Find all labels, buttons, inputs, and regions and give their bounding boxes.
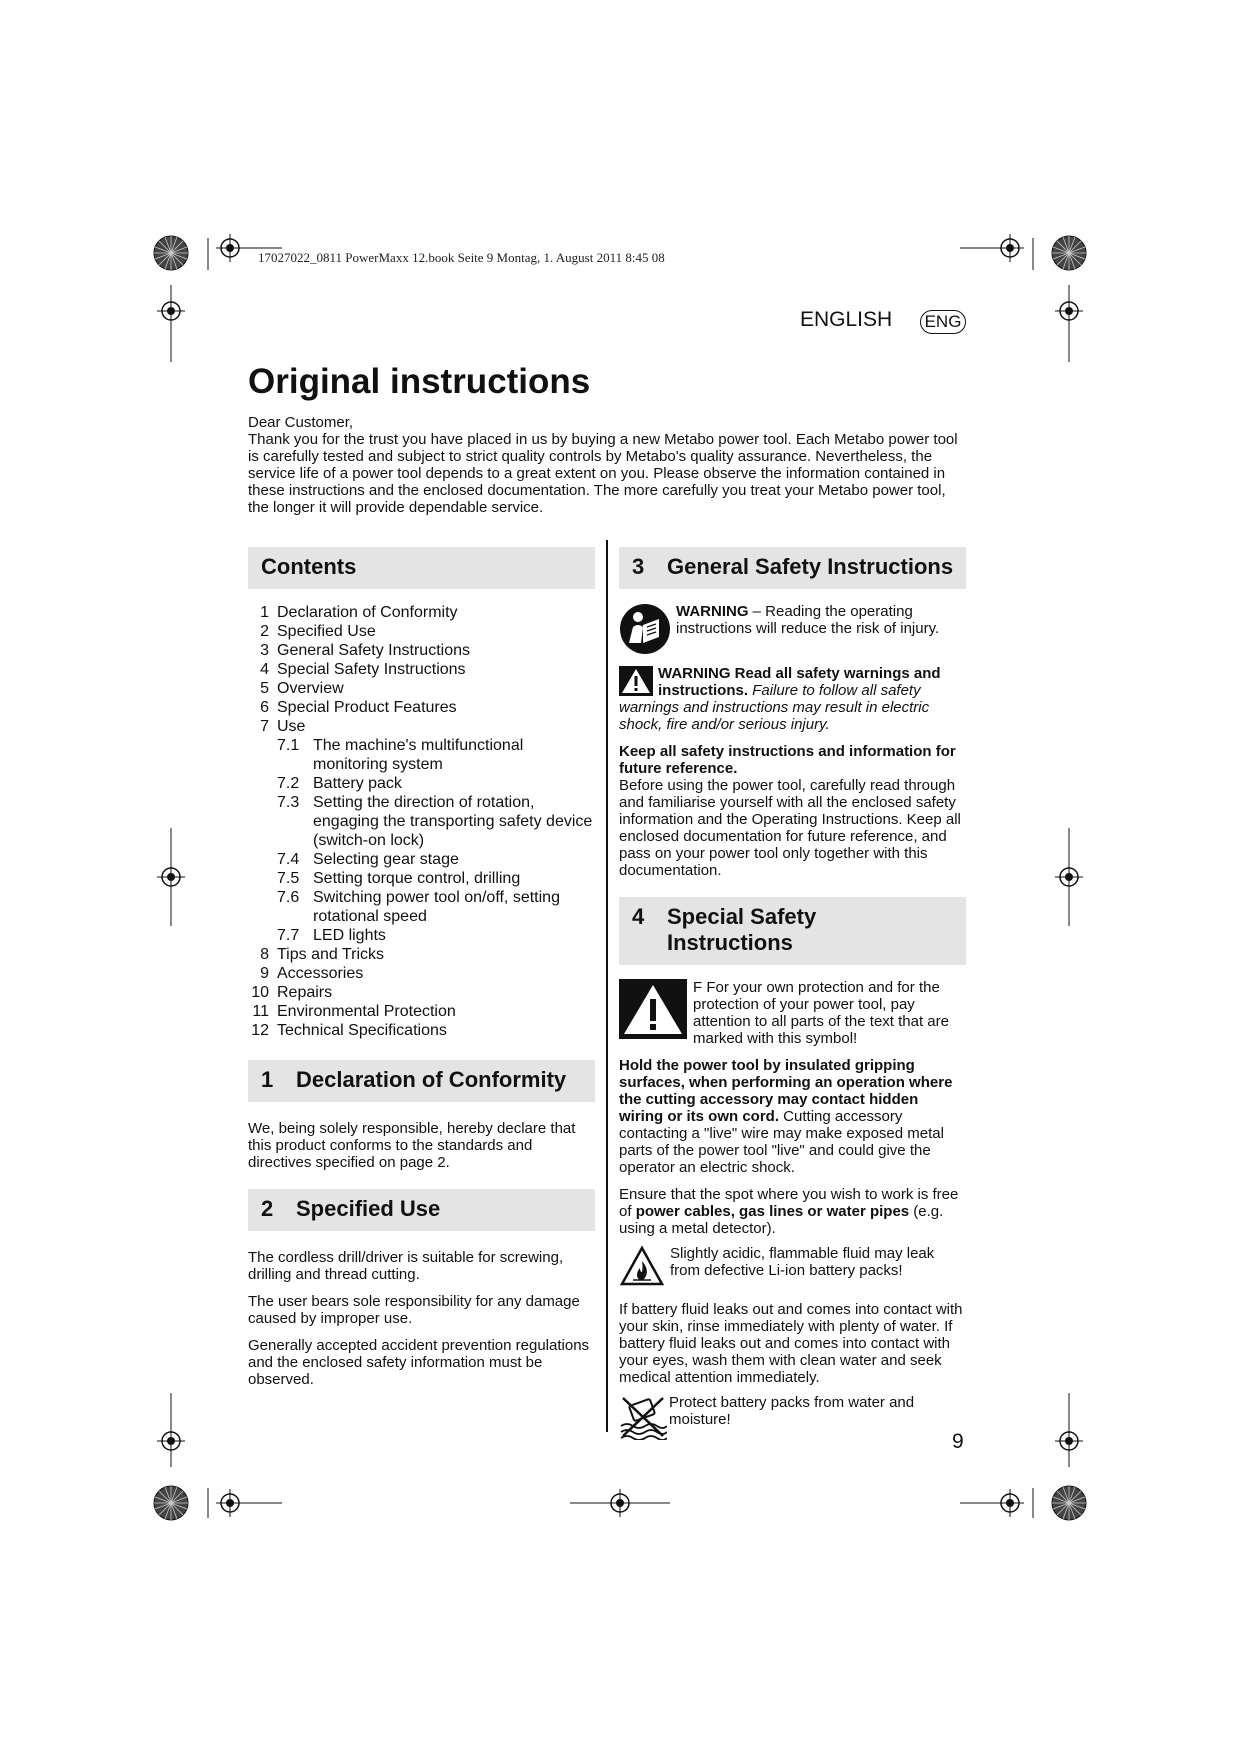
toc-item-number: 8 xyxy=(260,946,269,963)
language-label: ENGLISH xyxy=(800,308,893,331)
bottom-right-marks xyxy=(960,1393,1086,1520)
bottom-left-marks xyxy=(154,1393,282,1520)
column-divider xyxy=(606,540,608,1432)
sec1-text: We, being solely responsible, hereby declare that this product conforms to the standards and directives specified on page 2. xyxy=(248,1120,576,1171)
sec2-paragraph-1: The cordless drill/driver is suitable for screwing, drilling and thread cutting. xyxy=(248,1249,564,1283)
toc-item-label: Environmental Protection xyxy=(277,1003,456,1020)
toc-item-label: Selecting gear stage xyxy=(313,851,459,868)
keep-instructions-bold: Keep all safety instructions and information for future reference. xyxy=(619,743,956,777)
toc-item-number: 1 xyxy=(260,604,269,621)
sec1-heading xyxy=(248,1060,595,1102)
toc-item xyxy=(248,774,595,793)
toc-item-label: Accessories xyxy=(277,965,364,982)
toc-item-label: Switching power tool on/off, setting rotational speed xyxy=(313,889,560,925)
warning-all-text xyxy=(619,665,966,733)
toc-item-label: Special Safety Instructions xyxy=(277,661,466,678)
sec3-heading-text: General Safety Instructions xyxy=(667,554,954,579)
hidden-lines-text xyxy=(619,1186,966,1237)
left-column xyxy=(248,547,595,1388)
protect-battery-text: Protect battery packs from water and moisture! xyxy=(669,1394,915,1428)
toc-item-label: General Safety Instructions xyxy=(277,642,470,659)
toc-item-number: 7.2 xyxy=(277,775,300,792)
toc-item-number: 7.1 xyxy=(277,737,300,754)
hidden-lines-a: Ensure that the spot where you wish to work is free of xyxy=(619,1186,959,1220)
toc-item-number: 6 xyxy=(260,699,269,716)
toc-item-label: Specified Use xyxy=(277,623,376,640)
sec2-paragraph-2: The user bears sole responsibility for any damage caused by improper use. xyxy=(248,1293,580,1327)
toc-item xyxy=(248,1021,595,1040)
page-title: Original instructions xyxy=(248,362,591,401)
toc-item xyxy=(248,660,595,679)
battery-fluid-warning: Slightly acidic, flammable fluid may leak from defective Li-ion battery packs! xyxy=(670,1245,935,1279)
battery-leak-text: If battery fluid leaks out and comes into contact with your skin, rinse immediately with plenty of water. If battery fluid leaks out and comes into contact with your eyes, wash them with clean water and seek medical attention immediately. xyxy=(619,1301,963,1386)
flammable-icon xyxy=(619,1245,665,1287)
sec2-paragraph-3: Generally accepted accident prevention regulations and the enclosed safety information must be observed. xyxy=(248,1337,590,1388)
toc-item-label: Repairs xyxy=(277,984,333,1001)
toc-item xyxy=(248,888,595,926)
insulated-grip-text xyxy=(619,1057,966,1176)
warning-read-label: WARNING xyxy=(676,603,749,620)
toc-item xyxy=(248,1002,595,1021)
keep-instructions-heading xyxy=(619,743,966,777)
toc-item-number: 9 xyxy=(260,965,269,982)
sec3-heading xyxy=(619,547,966,589)
toc-item-number: 7.4 xyxy=(277,851,300,868)
toc-item-number: 11 xyxy=(252,1003,269,1020)
toc-item xyxy=(248,698,595,717)
mid-left-mark xyxy=(157,828,185,926)
intro-greeting: Dear Customer, xyxy=(248,414,354,431)
insulated-grip-bold: Hold the power tool by insulated gripping surfaces, when performing an operation where the cutting accessory may contact hidden wiring or its own cord. xyxy=(619,1057,953,1125)
toc-item-label: Special Product Features xyxy=(277,699,457,716)
toc-item-number: 7.3 xyxy=(277,794,300,811)
toc-item-label: Battery pack xyxy=(313,775,402,792)
contents-heading xyxy=(248,547,595,589)
sec4-heading-text: Special Safety Instructions xyxy=(667,904,817,955)
sec3-number: 3 xyxy=(632,554,645,579)
mid-right-mark xyxy=(1055,828,1083,926)
sec4-heading xyxy=(619,897,966,965)
toc-item-label: Use xyxy=(277,718,306,735)
toc-item-label: Declaration of Conformity xyxy=(277,604,458,621)
language-badge: ENG xyxy=(920,310,966,334)
intro xyxy=(248,414,968,516)
toc-item xyxy=(248,717,595,736)
intro-body: Thank you for the trust you have placed in us by buying a new Metabo power tool. Each Metabo power tool is carefully tested and subject to strict quality controls by Metabo's quality assurance. Nevertheless, the service life of a power tool depends to a great extent on you. Please observe the information contained in these instructions and the enclosed documentation. The more carefully you treat your Metabo power tool, the longer it will provide dependable service. xyxy=(248,431,958,516)
toc-item-number: 3 xyxy=(260,642,269,659)
toc-item xyxy=(248,945,595,964)
toc-item-number: 7.6 xyxy=(277,889,300,906)
warning-read-text xyxy=(676,603,966,637)
toc-item xyxy=(248,926,595,945)
toc-item-label: Overview xyxy=(277,680,344,697)
sec2-number: 2 xyxy=(261,1196,274,1221)
toc-item-label: Setting the direction of rotation, engaging the transporting safety device (switch-on lock) xyxy=(313,794,593,849)
warning-all-body: Failure to follow all safety warnings and instructions may result in electric shock, fire and/or serious injury. xyxy=(619,682,930,733)
toc-item-label: The machine's multifunctional monitoring system xyxy=(313,737,524,773)
hidden-lines-b: (e.g. using a metal detector). xyxy=(619,1203,944,1237)
right-column xyxy=(619,547,966,1440)
sec4-number: 4 xyxy=(632,904,645,929)
toc-item-number: 4 xyxy=(260,661,269,678)
keep-instructions-text: Before using the power tool, carefully read through and familiarise yourself with all the enclosed safety information and the Operating Instructions. Keep all enclosed documentation for future reference, and pass on your power tool only together with this documentation. xyxy=(619,777,961,879)
bottom-center-mark xyxy=(570,1489,670,1517)
page-number: 9 xyxy=(952,1430,964,1453)
toc-item-number: 7.7 xyxy=(277,927,300,944)
toc-item xyxy=(248,850,595,869)
toc-item xyxy=(248,679,595,698)
toc-item-label: Tips and Tricks xyxy=(277,946,384,963)
hidden-lines-bold: power cables, gas lines or water pipes xyxy=(635,1203,910,1220)
warning-read-body: – Reading the operating instructions will reduce the risk of injury. xyxy=(676,603,940,637)
sec1-number: 1 xyxy=(261,1067,274,1092)
contents-heading-text: Contents xyxy=(261,554,357,579)
no-water-icon xyxy=(619,1394,667,1440)
toc-item xyxy=(248,622,595,641)
warning-all-label: WARNING Read all safety warnings and instructions. xyxy=(658,665,941,699)
toc-item xyxy=(248,983,595,1002)
toc-item-number: 10 xyxy=(251,984,269,1001)
read-manual-icon xyxy=(619,603,671,655)
toc-item xyxy=(248,603,595,622)
toc-item xyxy=(248,964,595,983)
contents-list xyxy=(248,603,595,1040)
toc-item-number: 12 xyxy=(251,1022,269,1039)
toc-item-number: 7.5 xyxy=(277,870,300,887)
protection-notice: F For your own protection and for the protection of your power tool, pay attention to all parts of the text that are marked with this symbol! xyxy=(693,979,949,1047)
toc-item-number: 5 xyxy=(260,680,269,697)
toc-item xyxy=(248,641,595,660)
toc-item xyxy=(248,869,595,888)
insulated-grip-body: Cutting accessory contacting a "live" wire may make exposed metal parts of the power tool "live" and could give the operator an electric shock. xyxy=(619,1108,944,1176)
top-right-marks xyxy=(960,234,1086,362)
toc-item-number: 7 xyxy=(260,718,269,735)
toc-item-label: Technical Specifications xyxy=(277,1022,447,1039)
toc-item-label: Setting torque control, drilling xyxy=(313,870,521,887)
caution-icon xyxy=(619,979,687,1039)
file-header: 17027022_0811 PowerMaxx 12.book Seite 9 Montag, 1. August 2011 8:45 08 xyxy=(258,250,665,265)
toc-item xyxy=(248,793,595,850)
warning-triangle-icon xyxy=(619,666,653,696)
toc-item xyxy=(248,736,595,774)
sec2-heading xyxy=(248,1189,595,1231)
sec2-heading-text: Specified Use xyxy=(296,1196,441,1221)
toc-item-number: 2 xyxy=(260,623,269,640)
sec1-heading-text: Declaration of Conformity xyxy=(296,1067,567,1092)
toc-item-label: LED lights xyxy=(313,927,386,944)
